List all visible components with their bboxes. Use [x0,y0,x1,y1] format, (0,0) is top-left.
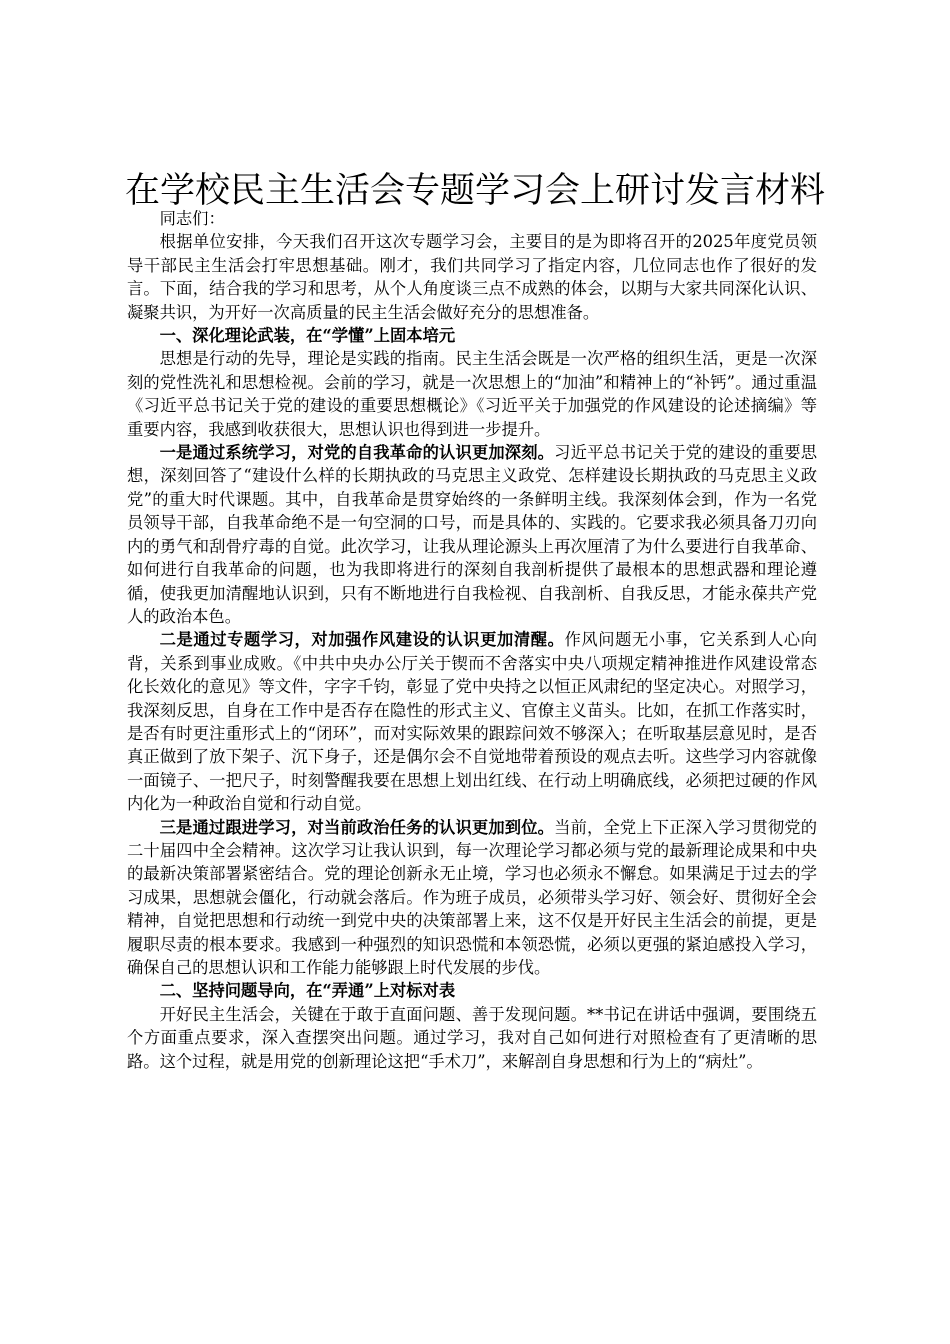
document-body [127,207,817,1073]
intro-paragraph: 根据单位安排，今天我们召开这次专题学习会，主要目的是为即将召开的2025年度党员领导干部民主生活会打牢思想基础。刚才，我们共同学习了指定内容，几位同志也作了很好的发言。下面，结合我的学习和思考，从个人角度谈三点不成熟的体会，以期与大家共同深化认识、凝聚共识，为开好一次高质量的民主生活会做好充分的思想准备。 [127,232,817,322]
point-2-text: 作风问题无小事，它关系到人心向背，关系到事业成败。《中共中央办公厅关于锲而不舍落实中央八项规定精神推进作风建设常态化长效化的意见》等文件，字字千钧，彰显了党中央持之以恒正风肃纪的坚定决心。对照学习，我深刻反思，自身在工作中是否存在隐性的形式主义、官僚主义苗头。比如，在抓工作落实时，是否有时更注重形式上的“闭环”，而对实际效果的跟踪问效不够深入；在听取基层意见时，是否真正做到了放下架子、沉下身子，还是偶尔会不自觉地带着预设的观点去听。这些学习内容就像一面镜子、一把尺子，时刻警醒我要在思想上划出红线、在行动上明确底线，必须把过硬的作风内化为一种政治自觉和行动自觉。 [127,630,817,814]
point-3-text: 当前，全党上下正深入学习贯彻党的二十届四中全会精神。这次学习让我认识到，每一次理论学习都必须与党的最新理论成果和中央的最新决策部署紧密结合。党的理论创新永无止境，学习也必须永不懈怠。如果满足于过去的学习成果，思想就会僵化，行动就会落后。作为班子成员，必须带头学习好、领会好、贯彻好全会精神，自觉把思想和行动统一到党中央的决策部署上来，这不仅是开好民主生活会的前提，更是履职尽责的根本要求。我感到一种强烈的知识恐慌和本领恐慌，必须以更强的紧迫感投入学习，确保自己的思想认识和工作能力能够跟上时代发展的步伐。 [127,817,817,977]
point-2-paragraph [127,628,817,815]
section-2-paragraph: 开好民主生活会，关键在于敢于直面问题、善于发现问题。**书记在讲话中强调，要围绕五个方面重点要求，深入查摆突出问题。通过学习，我对自己如何进行对照检查有了更清晰的思路。这个过程，就是用党的创新理论这把“手术刀”，来解剖自身思想和行为上的“病灶”。 [127,1004,817,1071]
section-1-paragraph: 思想是行动的先导，理论是实践的指南。民主生活会既是一次严格的组织生活，更是一次深刻的党性洗礼和思想检视。会前的学习，就是一次思想上的“加油”和精神上的“补钙”。通过重温《习近平总书记关于党的建设的重要思想概论》《习近平关于加强党的作风建设的论述摘编》等重要内容，我感到收获很大，思想认识也得到进一步提升。 [127,349,817,439]
greeting: 同志们： [159,209,225,228]
document-title: 在学校民主生活会专题学习会上研讨发言材料 [124,171,825,211]
point-1-lead: 一是通过系统学习，对党的自我革命的认识更加深刻。 [159,443,555,463]
section-heading-1: 一、深化理论武装，在“学懂”上固本培元 [159,326,456,346]
point-1-text: 习近平总书记关于党的建设的重要思想，深刻回答了“建设什么样的长期执政的马克思主义政党、怎样建设长期执政的马克思主义政党”的重大时代课题。其中，自我革命是贯穿始终的一条鲜明主线。我深刻体会到，作为一名党员领导干部，自我革命绝不是一句空洞的口号，而是具体的、实践的。它要求我必须具备刀刃向内的勇气和刮骨疗毒的自觉。此次学习，让我从理论源头上再次厘清了为什么要进行自我革命、如何进行自我革命的问题，也为我即将进行的深刻自我剖析提供了最根本的思想武器和理论遵循，使我更加清醒地认识到，只有不断地进行自我检视、自我剖析、自我反思，才能永葆共产党人的政治本色。 [127,443,817,626]
point-3-lead: 三是通过跟进学习，对当前政治任务的认识更加到位。 [159,817,555,837]
point-1-paragraph [127,441,817,628]
point-3-paragraph [127,816,817,980]
section-heading-2: 二、坚持问题导向，在“弄通”上对标对表 [159,981,456,1001]
point-2-lead: 二是通过专题学习，对加强作风建设的认识更加清醒。 [159,630,565,650]
